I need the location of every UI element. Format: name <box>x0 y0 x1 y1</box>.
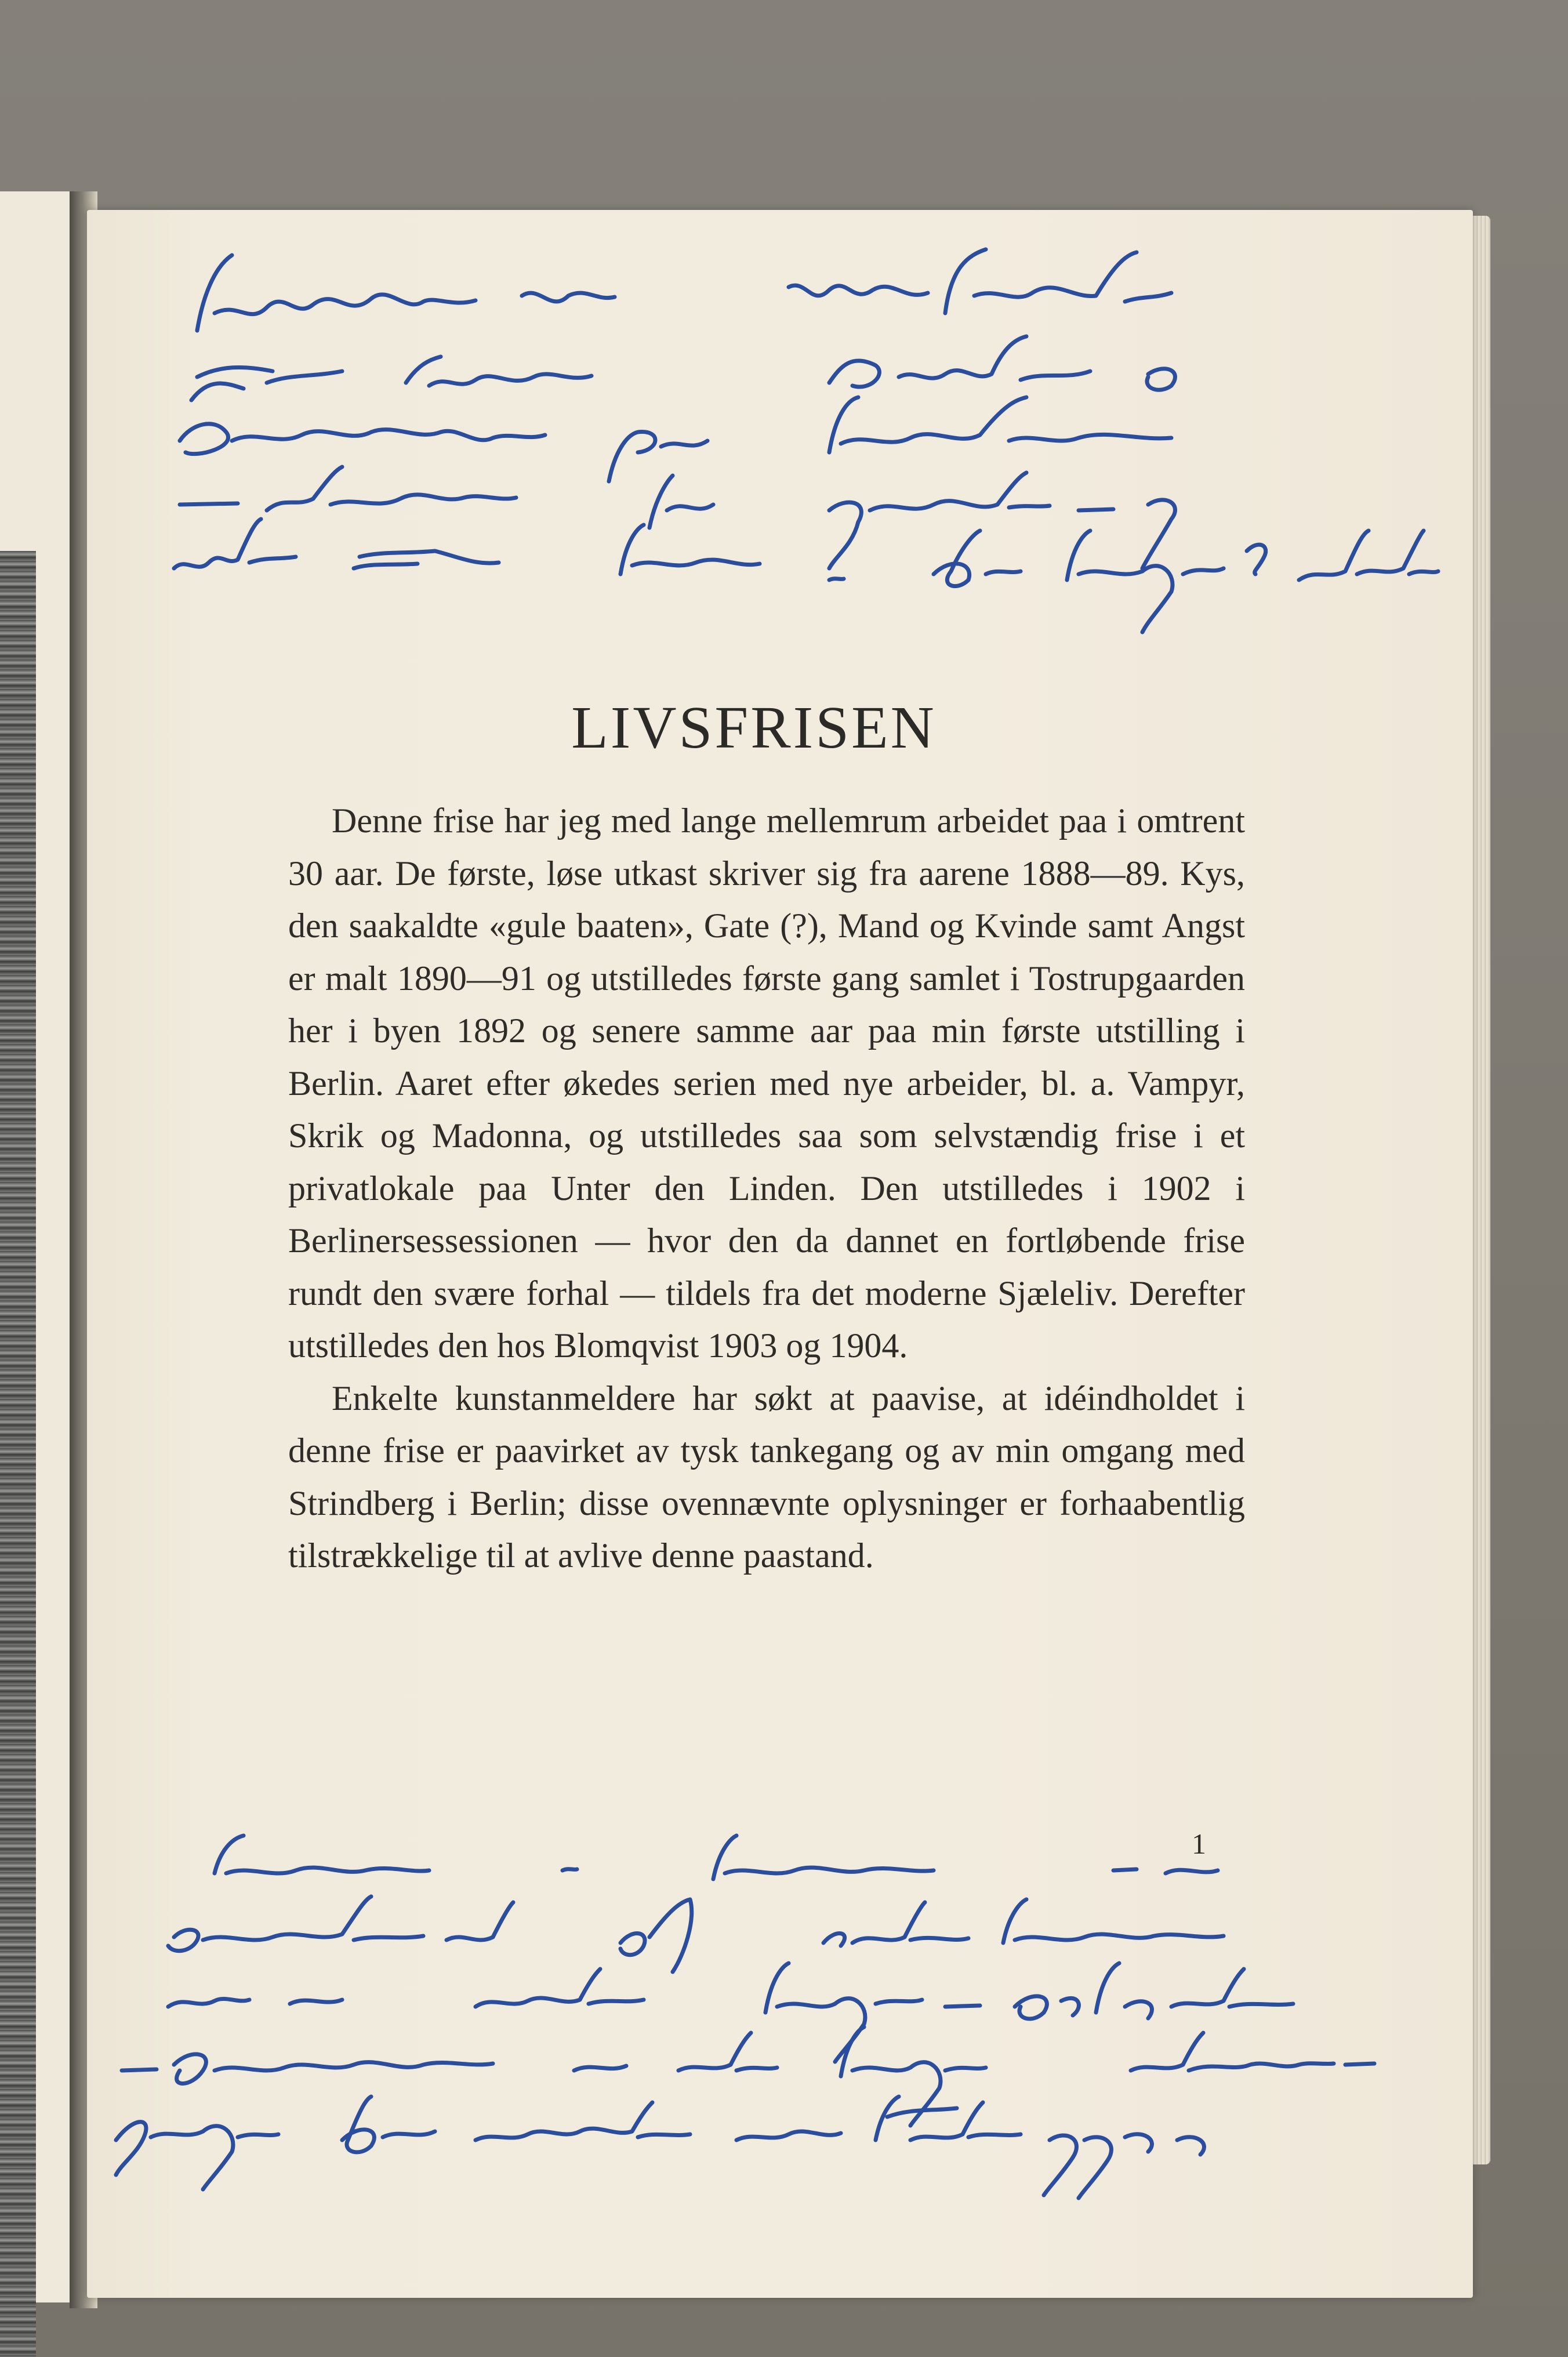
handwriting-stroke <box>678 2033 777 2070</box>
handwriting-stroke <box>574 2066 626 2070</box>
handwriting-stroke <box>122 2054 493 2084</box>
handwriting-stroke <box>290 2000 342 2004</box>
handwriting-stroke <box>447 1902 513 1940</box>
handwriting-stroke <box>406 357 591 386</box>
handwriting-stroke <box>168 1999 249 2007</box>
handwriting-stroke <box>609 432 707 481</box>
handwriting-stroke <box>168 1897 423 1951</box>
handwriting-stroke <box>713 1836 934 1879</box>
handwriting-stroke <box>934 531 1021 586</box>
handwriting-stroke <box>174 519 296 568</box>
handwriting-stroke <box>180 424 545 454</box>
handwriting-stroke <box>562 1869 577 1870</box>
paragraph-1: Denne frise har jeg med lange mellemrum arbeidet paa i omtrent 30 aar. De første, løse utkast skriver sig fra aarene 1888—89. Kys, den saakaldte «gule baaten», Gate (?), Mand og Kvinde samt Angst er malt 1890—91 og utstilledes første gang samlet i Tostrupgaarden her i byen 1892 og senere samme aar paa min første utstilling i Berlin. Aaret efter økedes serien med nye arbeider, bl. a. Vampyr, Skrik og Madonna, og utstilledes saa som selvstændig frise i et privatlokale paa Unter den Linden. Den utstilledes i 1902 i Berlinersessessionen — hvor den da dannet en fortløbende frise rundt den svære forhal — tildels fra det moderne Sjæleliv. Derefter utstilledes den hos Blomqvist 1903 og 1904. <box>288 802 1245 1365</box>
handwriting-stroke <box>215 1836 429 1873</box>
handwriting-stroke <box>829 397 1171 452</box>
handwriting-stroke <box>876 2097 1021 2140</box>
handwriting-stroke <box>476 2102 690 2140</box>
document-body <box>288 795 1245 1582</box>
handwriting-stroke <box>829 579 844 580</box>
handwriting-stroke <box>765 1963 980 2062</box>
handwriting-stroke <box>1247 531 1438 580</box>
left-facing-page <box>0 191 81 2302</box>
handwriting-stroke <box>180 467 516 510</box>
handwriting-stroke <box>1067 531 1224 632</box>
handwriting-stroke <box>476 1969 644 2007</box>
handwriting-stroke <box>1113 1869 1218 1873</box>
handwriting-stroke <box>736 2131 841 2140</box>
handwriting-stroke <box>823 1899 1224 1946</box>
handwriting-stroke <box>620 1899 692 1972</box>
handwriting-stroke <box>354 551 499 568</box>
handwriting-stroke <box>342 2097 435 2152</box>
handwriting-stroke <box>789 249 1171 313</box>
paragraph-2: Enkelte kunstanmeldere har søkt at paavise, at idéindholdet i denne frise er paavirket av tysk tankegang og av min omgang med Strindberg i Berlin; disse ovennævnte oplysninger er forhaabentlig tilstrækkelige til at avlive denne paastand. <box>288 1379 1245 1575</box>
handwriting-stroke <box>829 473 1175 568</box>
handwriting-stroke <box>1044 2134 1204 2198</box>
handwriting-stroke <box>522 293 615 302</box>
handwriting-stroke <box>1131 2033 1374 2070</box>
page-number: 1 <box>1192 1827 1206 1860</box>
left-photo-plate <box>0 551 36 2357</box>
handwritten-note-bottom <box>99 1815 1403 2221</box>
handwriting-stroke <box>649 476 713 528</box>
handwriting-stroke <box>197 255 476 331</box>
document-title: LIVSFRISEN <box>571 694 937 761</box>
handwriting-stroke <box>116 2122 278 2189</box>
handwriting-stroke <box>1015 1963 1293 2019</box>
handwriting-stroke <box>191 367 342 400</box>
handwritten-note-top <box>162 232 1438 638</box>
handwriting-stroke <box>620 525 760 574</box>
handwriting-stroke <box>829 336 1175 390</box>
